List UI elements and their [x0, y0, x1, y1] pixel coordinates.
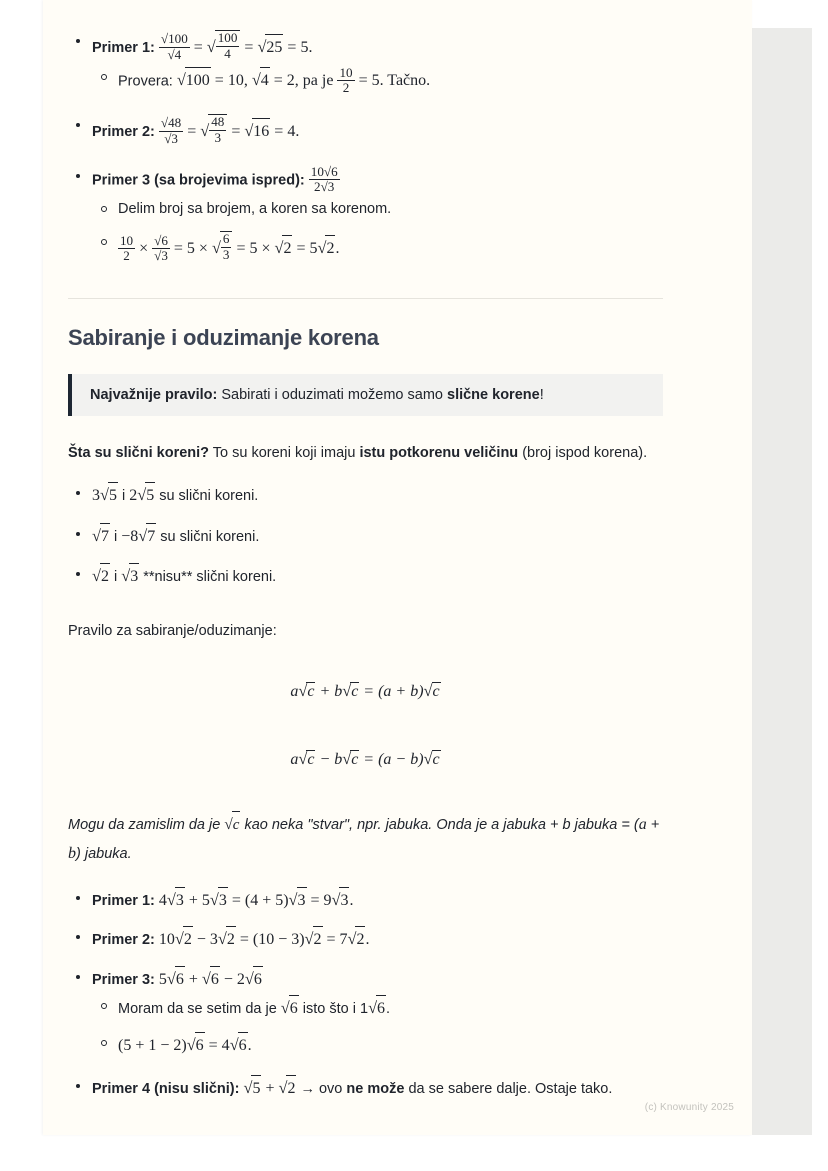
rule-intro-paragraph: Pravilo za sabiranje/oduzimanje:	[68, 622, 277, 639]
result-value: 5.	[300, 38, 313, 56]
sub-list	[92, 66, 663, 96]
radicand: 6	[376, 995, 386, 1022]
operator: +	[395, 682, 407, 700]
times-sign: ×	[139, 240, 149, 258]
math-text: = (10 − 3)	[239, 931, 305, 949]
footer-watermark: (c) Knowunity 2025	[644, 1102, 734, 1113]
math-expression: √2	[92, 568, 110, 585]
sub-text: Provera:	[118, 73, 173, 90]
example-label: Primer 1:	[92, 39, 155, 56]
coefficient: −8	[121, 527, 139, 545]
math-expression: √100 = 10, √4 = 2, pa je $\frac{10}{2}$ = 5. Tačno.	[176, 64, 431, 96]
radicand: 6	[238, 1032, 248, 1059]
coefficient: 3	[209, 931, 218, 949]
similar-roots-list	[68, 482, 663, 590]
list-item	[68, 523, 663, 550]
math-text: = 7	[326, 931, 348, 949]
example-label: Primer 2:	[92, 932, 155, 949]
list-item	[68, 30, 663, 96]
math-expression: √7	[92, 528, 110, 545]
radicand: 5	[145, 482, 155, 509]
list-item	[92, 198, 663, 221]
math-expression: 5√6 + √6 − 2√6	[159, 971, 263, 988]
sub-list	[92, 198, 663, 264]
list-item	[68, 887, 663, 914]
fraction-denominator: √3	[159, 131, 183, 147]
math-expression: $\frac{10}{2}$ × $\frac{√6}{√3}$ = 5 × √ $\frac{6}{3}$ = 5 × √2 = 5√2.	[120, 231, 340, 264]
operator: −	[196, 931, 206, 949]
definition-emphasis: istu potkorenu veličinu	[359, 445, 519, 461]
callout-text: Sabirati i oduzimati možemo samo	[217, 387, 447, 403]
callout-lead: Najvažnije pravilo:	[90, 387, 218, 403]
radicand: 7	[146, 523, 156, 550]
analogy-text-3: ) jabuka.	[76, 845, 132, 862]
sub-list	[92, 995, 663, 1058]
equals-sign: =	[274, 122, 284, 140]
example-label: Primer 2:	[92, 123, 155, 140]
list-item	[92, 995, 663, 1022]
radicand: 6	[289, 995, 299, 1022]
fraction-numerator: √100	[160, 31, 188, 47]
equals-sign: =	[193, 38, 203, 56]
item-text: **nisu** slični koreni.	[139, 569, 277, 586]
operator: +	[265, 1079, 275, 1097]
item-emphasis: ne može	[346, 1080, 405, 1097]
math-expression: 2√5	[129, 487, 155, 504]
radicand: 25	[265, 34, 283, 61]
radicand: 2	[313, 926, 323, 953]
list-item	[92, 1032, 663, 1059]
sub-text: Delim broj sa brojem, a koren sa korenom.	[118, 201, 392, 218]
radicand: c	[232, 811, 241, 839]
radicand: 7	[100, 523, 110, 550]
math-expression: −8√7	[121, 528, 156, 545]
variable-a: a	[638, 815, 647, 833]
fraction-numerator: √6	[154, 232, 168, 248]
math-text: = 5	[296, 240, 318, 258]
list-item	[68, 1075, 663, 1102]
document-page	[43, 0, 752, 1135]
definition-question: Šta su slični koreni?	[68, 445, 210, 461]
math-text: = 5 ×	[173, 240, 208, 258]
list-item	[68, 482, 663, 509]
operator: −	[395, 750, 407, 768]
radicand: 3	[339, 887, 349, 914]
math-expression: √3	[121, 568, 139, 585]
fraction-denominator: 2	[337, 80, 354, 96]
variable-a: a	[383, 750, 392, 768]
operator: −	[223, 970, 233, 988]
equals-sign: =	[187, 122, 197, 140]
radicand: c	[432, 750, 440, 768]
radicand: 2	[100, 563, 110, 590]
item-text: su slični koreni.	[155, 488, 259, 505]
radicand: 2	[183, 926, 193, 953]
math-expression: √6	[368, 1000, 386, 1017]
math-text: (5 + 1 − 2)	[118, 1036, 187, 1054]
paren-close: )	[418, 750, 424, 768]
math-text: = 5. Tačno.	[358, 72, 431, 90]
paren-open: (	[378, 682, 384, 700]
equals-sign: =	[231, 122, 241, 140]
coefficient: 2	[236, 970, 245, 988]
radicand: c	[307, 682, 315, 700]
document-content	[68, 0, 663, 1107]
radicand: 3	[129, 563, 139, 590]
sub-text: isto što i 1	[298, 1001, 369, 1018]
paren-close: )	[418, 682, 424, 700]
example-label: Primer 4 (nisu slični):	[92, 1080, 240, 1097]
radicand: 2	[325, 235, 335, 262]
variable-a: a	[290, 750, 299, 768]
math-expression: √5 + √2	[244, 1080, 297, 1097]
coefficient: 5	[201, 891, 210, 909]
variable-b: b	[334, 682, 343, 700]
operator: +	[646, 816, 660, 833]
definition-text-1: To su koreni koji imaju	[209, 445, 360, 461]
list-item	[68, 966, 663, 1059]
radicand: 2	[282, 235, 292, 262]
math-expression: 4√3 + 5√3 = (4 + 5)√3 = 9√3.	[159, 892, 354, 909]
callout-text-end: !	[539, 387, 544, 403]
math-expression: √6	[281, 1000, 299, 1017]
analogy-text-1: Mogu da zamislim da je	[68, 816, 225, 833]
example-label: Primer 3 (sa brojevima ispred):	[92, 172, 305, 189]
math-text: .	[365, 931, 370, 949]
radicand: 3	[297, 887, 307, 914]
math-text: = (4 + 5)	[231, 891, 289, 909]
variable-b: b	[334, 750, 343, 768]
formula-subtraction: a√c − b√c = (a − b)√c	[290, 748, 440, 768]
radicand: 100	[185, 67, 211, 94]
radicand: 2	[355, 926, 365, 953]
variable-b: b	[410, 750, 419, 768]
radicand: 2	[286, 1075, 296, 1102]
right-side-panel[interactable]	[752, 28, 812, 1135]
list-item	[92, 66, 663, 96]
math-text: = 9	[310, 891, 332, 909]
variable-a: a	[383, 682, 392, 700]
math-expression: $\frac{√48}{√3}$ = √ $\frac{48}{3}$ = √16 = 4.	[160, 114, 300, 147]
coefficient: 10	[158, 931, 175, 949]
coefficient: 3	[92, 487, 100, 505]
coefficient: 4	[158, 891, 167, 909]
coefficient: 2	[129, 487, 138, 505]
math-text: .	[349, 891, 354, 909]
variable-b: b	[68, 844, 76, 862]
math-expression: $\frac{√100}{√4}$ = √ $\frac{100}{4}$ = √25 = 5.	[160, 30, 313, 62]
list-item	[68, 165, 663, 264]
example-label: Primer 3:	[92, 971, 155, 988]
equals-sign: =	[363, 750, 375, 768]
radicand: c	[432, 682, 440, 700]
math-expression: (5 + 1 − 2)√6 = 4√6.	[118, 1037, 252, 1054]
analogy-paragraph: Mogu da zamislim da je √c kao neka "stvar", npr. jabuka. Onda je a jabuka + b jabuka = (a + b) jabuka.	[68, 811, 663, 869]
paren-open: (	[378, 750, 384, 768]
division-examples-list	[68, 30, 663, 264]
conjunction: i	[109, 528, 122, 545]
fraction-denominator: √4	[159, 47, 190, 63]
math-text: = 10,	[214, 72, 248, 90]
list-item	[68, 563, 663, 590]
list-item	[92, 231, 663, 264]
inner-numerator: 48	[211, 114, 225, 130]
conjunction: i	[117, 488, 130, 505]
operator: +	[188, 970, 198, 988]
radicand: 6	[175, 966, 185, 993]
sub-text: Moram da se setim da je	[118, 1001, 281, 1018]
operator: +	[188, 891, 198, 909]
sub-text: .	[386, 1001, 391, 1018]
radicand: 6	[253, 966, 263, 993]
inner-denominator: 4	[216, 46, 240, 62]
addition-examples-list	[68, 887, 663, 1102]
fraction-denominator: 2√3	[309, 179, 340, 195]
definition-text-2: (broj ispod korena).	[518, 445, 648, 461]
fraction-denominator: √3	[154, 248, 168, 264]
math-text: = 5 ×	[236, 240, 271, 258]
analogy-text-2: kao neka "stvar", npr. jabuka. Onda je a jabuka + b jabuka = (	[240, 816, 639, 833]
formula-addition: a√c + b√c = (a + b)√c	[290, 680, 440, 700]
item-text-1: → ovo	[296, 1080, 347, 1097]
radicand: 6	[210, 966, 220, 993]
fraction-numerator: √48	[160, 115, 182, 131]
equals-sign: =	[244, 38, 254, 56]
callout-box	[68, 374, 663, 416]
radicand: 6	[195, 1032, 205, 1059]
result-value: 4.	[287, 122, 300, 140]
radicand: 5	[108, 482, 118, 509]
fraction-denominator: 2	[118, 248, 135, 264]
radicand: 3	[218, 887, 228, 914]
list-item	[68, 926, 663, 953]
operator: −	[319, 750, 331, 768]
callout-emphasis: slične korene	[447, 387, 540, 403]
example-label: Primer 1:	[92, 892, 155, 909]
equals-sign: =	[363, 682, 375, 700]
radicand: 3	[175, 887, 185, 914]
operator: +	[319, 682, 331, 700]
coefficient: 5	[158, 970, 167, 988]
fraction-numerator: 10	[120, 232, 134, 248]
radicand: c	[351, 750, 359, 768]
list-item	[68, 114, 663, 147]
math-text: .	[335, 240, 340, 258]
fraction-numerator: 10	[339, 64, 353, 80]
inner-denominator: 3	[222, 247, 230, 262]
equals-sign: =	[287, 38, 297, 56]
math-expression	[309, 163, 340, 195]
math-expression: 10√2 − 3√2 = (10 − 3)√2 = 7√2.	[159, 931, 370, 948]
radicand: 16	[252, 118, 270, 145]
conjunction: i	[109, 569, 122, 586]
definition-paragraph	[68, 440, 663, 466]
inner-denominator: 3	[209, 130, 226, 146]
inner-numerator: 6	[222, 231, 230, 247]
math-text: = 2, pa je	[273, 72, 334, 90]
radicand: c	[351, 682, 359, 700]
radicand: c	[307, 750, 315, 768]
item-text-2: da se sabere dalje. Ostaje tako.	[404, 1080, 613, 1097]
variable-a: a	[290, 682, 299, 700]
radicand: 2	[226, 926, 236, 953]
math-expression: 3√5	[92, 487, 118, 504]
fraction-numerator: 10√6	[310, 163, 338, 179]
item-text: su slični koreni.	[156, 528, 260, 545]
math-text: .	[247, 1036, 252, 1054]
page-title: Sabiranje i oduzimanje korena	[68, 325, 379, 350]
radicand: 4	[260, 67, 270, 94]
math-text: = 4	[204, 1036, 230, 1054]
radicand: 5	[251, 1075, 261, 1102]
variable-b: b	[410, 682, 419, 700]
inner-numerator: 100	[217, 30, 238, 45]
